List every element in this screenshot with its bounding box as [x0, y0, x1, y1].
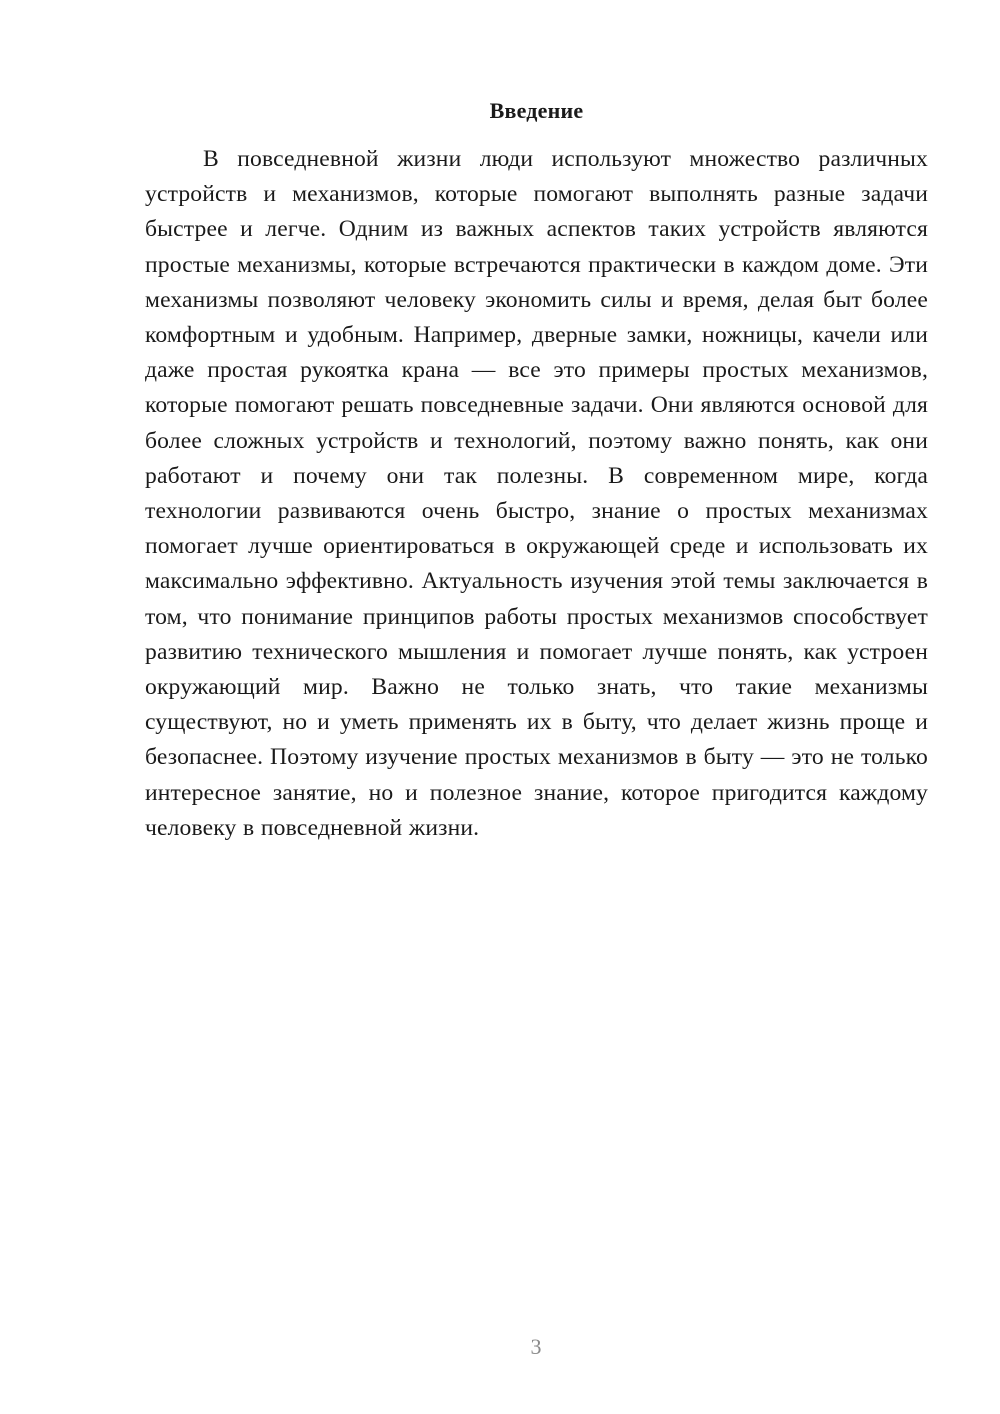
section-heading: Введение [489, 98, 584, 123]
body-paragraph: В повседневной жизни люди используют множество различных устройств и механизмов, которые помогают выполнять разные задачи быстрее и легче. Одним из важных аспектов таких устройств являются простые механизмы, которые встречаются практически в каждом доме. Эти механизмы позволяют человеку экономить силы и время, делая быт более комфортным и удобным. Например, дверные замки, ножницы, качели или даже простая рукоятка крана — все это примеры простых механизмов, которые помогают решать повседневные задачи. Они являются основой для более сложных устройств и технологий, поэтому важно понять, как они работают и почему они так полезны. В современном мире, когда технологии развиваются очень быстро, знание о простых механизмах помогает лучше ориентироваться в окружающей среде и использовать их максимально эффективно. Актуальность изучения этой темы заключается в том, что понимание принципов работы простых механизмов способствует развитию технического мышления и помогает лучше понять, как устроен окружающий мир. Важно не только знать, что такие механизмы существуют, но и уметь применять их в быту, что делает жизнь проще и безопаснее. Поэтому изучение простых механизмов в быту — это не только интересное занятие, но и полезное знание, которое пригодится каждому человеку в повседневной жизни. [145, 146, 928, 841]
page-number: 3 [530, 1334, 542, 1359]
